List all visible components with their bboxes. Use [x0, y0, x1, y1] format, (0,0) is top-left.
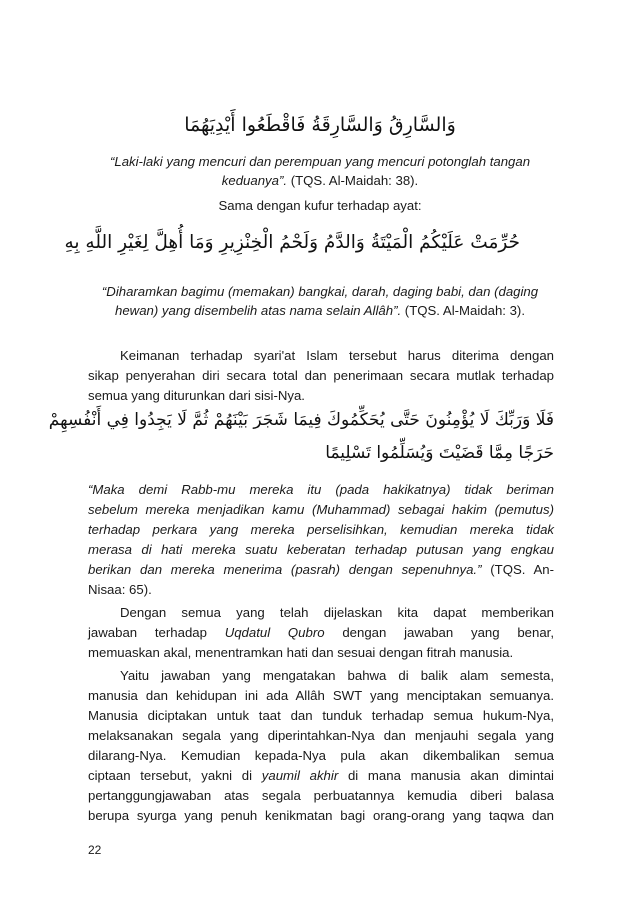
reference: (TQS. An- [481, 562, 554, 577]
paragraph-line: berupa syurga yang penuh kenikmatan bagi orang-orang yang taqwa dan [88, 808, 554, 823]
paragraph-line [88, 766, 554, 785]
translation-line: “Laki-laki yang mencuri dan perempuan yang mencuri potonglah tangan [109, 154, 531, 169]
term-uqdatul-qubro: Uqdatul Qubro [224, 625, 325, 640]
translation-line: terhadap perkara yang mereka perselisihkan, kemudian mereka tidak [88, 522, 554, 537]
paragraph-line: sikap penyerahan diri secara total dan penerimaan secara mutlak terhadap [88, 368, 554, 383]
paragraph-line: Manusia diciptakan untuk taat dan tunduk terhadap semua hukum-Nya, [88, 708, 554, 723]
translation-al-maidah-3 [80, 282, 560, 321]
arabic-verse-an-nisaa-65-line2: حَرَجًا مِمَّا قَضَيْتَ وَيُسَلِّمُوا تَسْلِيمًا [325, 443, 554, 463]
kufur-intro: Sama dengan kufur terhadap ayat: [218, 198, 422, 213]
paragraph-line: pertanggungjawaban atas segala perbuatannya kemudia diberi balasa [88, 788, 554, 803]
paragraph-line: manusia dan kehidupan ini ada Allâh SWT yang menciptakan semuanya. [88, 688, 554, 703]
text-run: jawaban terhadap [88, 625, 225, 640]
arabic-verse-al-maidah-38: وَالسَّارِقُ وَالسَّارِقَةُ فَاقْطَعُوا أَيْدِيَهُمَا [184, 114, 456, 136]
paragraph-line: dilarang-Nya. Kemudian kepada-Nya pula akan dikembalikan semua [88, 748, 554, 763]
term-yaumil-akhir: yaumil akhir [261, 768, 339, 783]
page-number: 22 [88, 843, 102, 857]
paragraph-line [88, 623, 554, 642]
translation-text: berikan dan mereka menerima (pasrah) dengan sepenuhnya.” [88, 562, 482, 577]
translation-line: “Diharamkan bagimu (memakan) bangkai, darah, daging babi, dan (daging [101, 284, 539, 299]
paragraph-line: Dengan semua yang telah dijelaskan kita dapat memberikan [120, 605, 554, 620]
translation-line: “Maka demi Rabb-mu mereka itu (pada hakikatnya) tidak beriman [88, 482, 554, 497]
arabic-verse-al-maidah-3: حُرِّمَتْ عَلَيْكُمُ الْمَيْتَةُ وَالدَّمُ وَلَحْمُ الْخِنْزِيرِ وَمَا أُهِلَّ لِغَيْرِ اللَّهِ بِهِ [64, 232, 520, 253]
paragraph-line: semua yang diturunkan dari sisi-Nya. [88, 388, 305, 403]
paragraph-line: melaksanakan segala yang diperintahkan-Nya dan menjauhi segala yang [88, 728, 554, 743]
reference: (TQS. Al-Maidah: 38). [287, 173, 419, 189]
reference-continued: Nisaa: 65). [88, 582, 152, 597]
text-run: dengan jawaban yang benar, [324, 625, 554, 640]
text-run: ciptaan tersebut, yakni di [88, 768, 262, 783]
translation-line: sebelum mereka menjadikan kamu (Muhammad) sebagai hakim (pemutus) [88, 502, 554, 517]
translation-line [88, 560, 554, 579]
text-run: di mana manusia akan dimintai [338, 768, 554, 783]
translation-al-maidah-38 [80, 152, 560, 191]
reference: (TQS. Al-Maidah: 3). [401, 303, 525, 319]
paragraph-line: memuaskan akal, menentramkan hati dan sesuai dengan fitrah manusia. [88, 645, 514, 660]
translation-line: keduanya”. [221, 173, 288, 189]
paragraph-line: Yaitu jawaban yang mengatakan bahwa di balik alam semesta, [120, 668, 554, 683]
translation-line: merasa di hati mereka suatu keberatan terhadap putusan yang engkau [88, 542, 554, 557]
paragraph-line: Keimanan terhadap syari'at Islam tersebut harus diterima dengan [120, 348, 554, 363]
arabic-verse-an-nisaa-65-line1: فَلَا وَرَبِّكَ لَا يُؤْمِنُونَ حَتَّى يُحَكِّمُوكَ فِيمَا شَجَرَ بَيْنَهُمْ ثُمَّ لَا يَجِدُوا فِي أَنْفُسِهِمْ [48, 410, 554, 430]
translation-line: hewan) yang disembelih atas nama selain Allâh”. [115, 303, 402, 319]
